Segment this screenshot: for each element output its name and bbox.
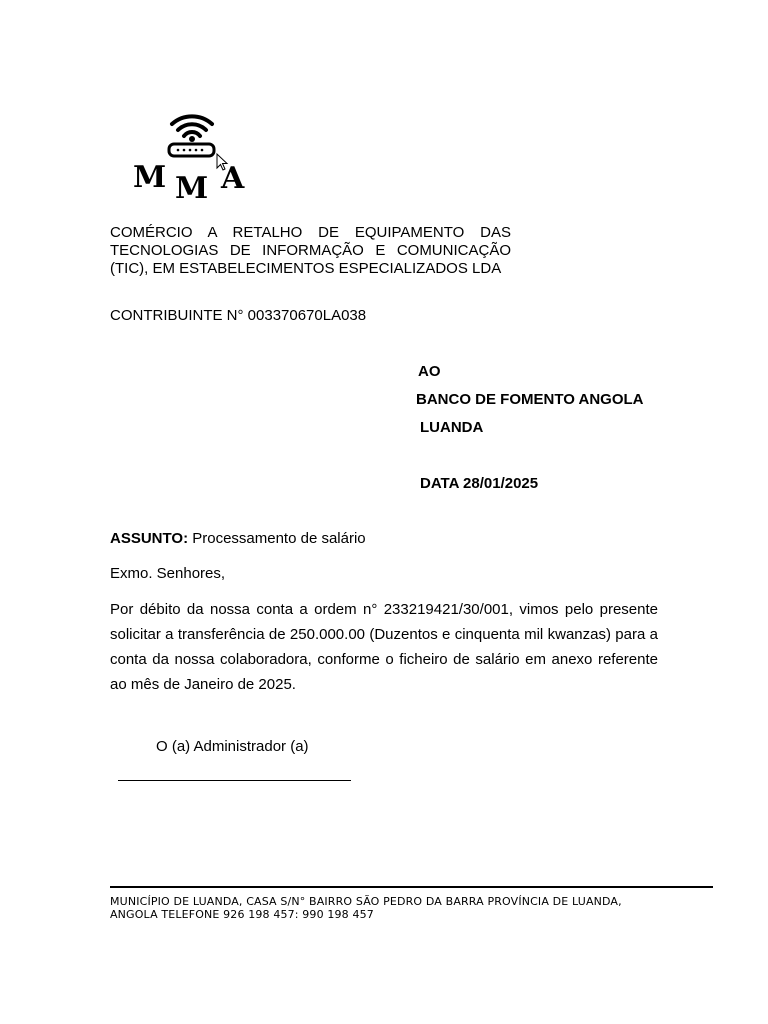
logo-letter-m2: M	[175, 171, 209, 204]
logo-letter-m1: M	[133, 160, 167, 195]
recipient-to: AO	[418, 363, 441, 380]
subject-text: Processamento de salário	[188, 530, 366, 547]
logo-graphic	[128, 108, 250, 204]
wifi-icon	[172, 116, 212, 136]
company-name: COMÉRCIO A RETALHO DE EQUIPAMENTO DAS TECNOLOGIAS DE INFORMAÇÃO E COMUNICAÇÃO (TIC), EM ESTABELECIMENTOS ESPECIALIZADOS LDA	[110, 224, 511, 277]
subject-line	[110, 530, 366, 547]
wifi-dot	[189, 136, 195, 142]
logo-letter-a: A	[221, 161, 245, 196]
letter-date: DATA 28/01/2025	[420, 475, 539, 492]
footer-divider	[110, 886, 713, 888]
recipient-name: BANCO DE FOMENTO ANGOLA	[416, 391, 644, 408]
tax-id: CONTRIBUINTE N° 003370670LA038	[110, 307, 367, 324]
company-logo	[128, 108, 250, 204]
router-icon	[169, 144, 214, 156]
footer-address: MUNICÍPIO DE LUANDA, CASA S/N° BAIRRO SÃO PEDRO DA BARRA PROVÍNCIA DE LUANDA, ANGOLA TELEFONE 926 198 457: 990 198 457	[110, 895, 622, 921]
subject-label: ASSUNTO:	[110, 530, 189, 547]
greeting: Exmo. Senhores,	[110, 565, 226, 582]
recipient-city: LUANDA	[420, 419, 484, 436]
body-paragraph: Por débito da nossa conta a ordem n° 233219421/30/001, vimos pelo presente solicitar a transferência de 250.000.00 (Duzentos e cinquenta mil kwanzas) para a conta da nossa colaboradora, conforme o ficheiro de salário em anexo referente ao mês de Janeiro de 2025.	[110, 601, 658, 693]
signatory-title: O (a) Administrador (a)	[156, 738, 309, 755]
signature-line	[118, 780, 351, 781]
